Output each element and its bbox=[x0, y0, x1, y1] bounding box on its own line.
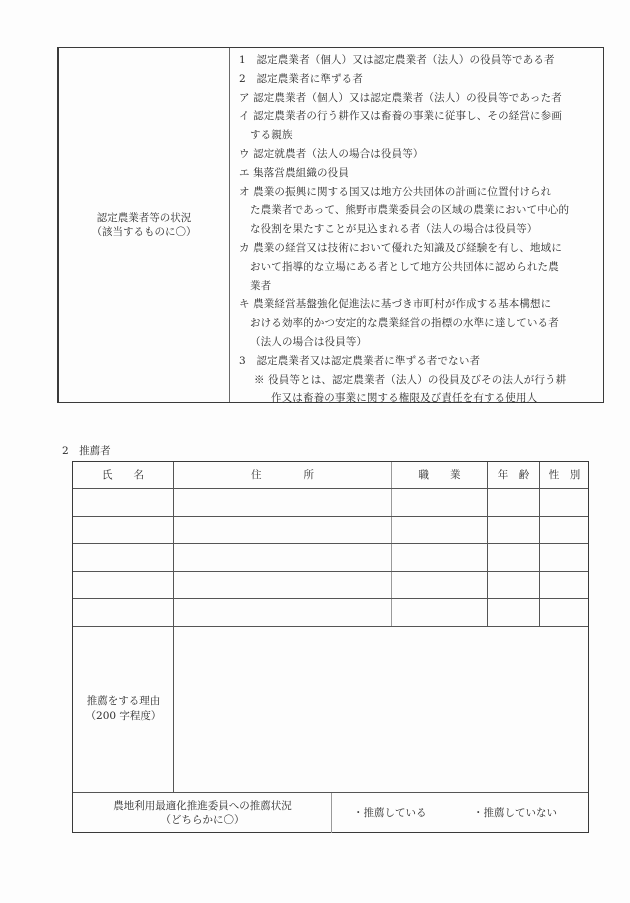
recommender-name-input[interactable] bbox=[74, 489, 173, 515]
reason-label: 推薦をする理由 bbox=[86, 695, 161, 707]
status-option-line: おいて指導的な立場にある者として地方公共団体に認められた農 bbox=[250, 260, 559, 273]
status-option-line: 2 認定農業者に準ずる者 bbox=[239, 72, 363, 85]
recommender-name-input[interactable] bbox=[74, 572, 173, 598]
column-header-name: 氏 名 bbox=[102, 469, 144, 481]
farmer-status-instruction: （該当するものに〇） bbox=[91, 226, 197, 238]
recommender-age-input[interactable] bbox=[489, 489, 539, 515]
status-option-line: する親族 bbox=[250, 129, 293, 142]
status-option-line: （法人の場合は役員等） bbox=[250, 335, 368, 348]
status-option-line: おける効率的かつ安定的な農業経営の指標の水準に達している者 bbox=[250, 317, 559, 330]
column-header-age: 年 齢 bbox=[497, 469, 530, 481]
recommender-address-input[interactable] bbox=[175, 544, 391, 570]
status-option-line: イ 認定農業者の行う耕作又は畜養の事業に従事し、その経営に参画 bbox=[239, 110, 562, 123]
status-option-line: 業者 bbox=[250, 279, 272, 292]
recommender-address-input[interactable] bbox=[175, 572, 391, 598]
committee-recommendation-label: 農地利用最適化推進委員への推薦状況 bbox=[113, 800, 292, 812]
recommender-age-input[interactable] bbox=[489, 572, 539, 598]
column-header-gender: 性 別 bbox=[548, 469, 581, 481]
status-option-line: エ 集落営農組織の役員 bbox=[239, 166, 349, 179]
recommender-address-input[interactable] bbox=[175, 517, 391, 543]
status-option-line: な役割を果たすことが見込まれる者（法人の場合は役員等） bbox=[250, 223, 538, 236]
status-option-line: ウ 認定就農者（法人の場合は役員等） bbox=[239, 147, 424, 160]
recommender-gender-input[interactable] bbox=[541, 517, 589, 543]
recommender-gender-input[interactable] bbox=[541, 572, 589, 598]
status-option-line: 3 認定農業者又は認定農業者に準ずる者でない者 bbox=[239, 354, 481, 367]
status-option-line: オ 農業の振興に関する国又は地方公共団体の計画に位置付けられ bbox=[239, 185, 552, 198]
reason-length-hint: （200 字程度） bbox=[85, 710, 162, 722]
farmer-status-label-cell bbox=[59, 48, 230, 402]
status-option-line: カ 農業の経営又は技術において優れた知識及び経験を有し、地域に bbox=[239, 241, 562, 254]
status-option-line: キ 農業経営基盤強化促進法に基づき市町村が作成する基本構想に bbox=[239, 298, 552, 311]
status-option-line: ア 認定農業者（個人）又は認定農業者（法人）の役員等であった者 bbox=[239, 91, 562, 104]
reason-label-cell bbox=[73, 626, 174, 792]
status-option-line: ※ 役員等とは、認定農業者（法人）の役員及びその法人が行う耕 bbox=[254, 373, 567, 386]
recommender-age-input[interactable] bbox=[489, 517, 539, 543]
recommender-name-input[interactable] bbox=[74, 544, 173, 570]
farmer-status-options bbox=[230, 48, 603, 405]
recommender-occupation-input[interactable] bbox=[393, 572, 487, 598]
recommender-gender-input[interactable] bbox=[541, 489, 589, 515]
recommender-name-input[interactable] bbox=[74, 517, 173, 543]
status-option-line: 1 認定農業者（個人）又は認定農業者（法人）の役員等である者 bbox=[239, 54, 555, 66]
recommender-occupation-input[interactable] bbox=[393, 517, 487, 543]
committee-recommendation-instruction: （どちらかに〇） bbox=[160, 814, 245, 826]
recommender-gender-input[interactable] bbox=[541, 544, 589, 570]
committee-recommendation-label-cell bbox=[73, 793, 332, 833]
recommender-gender-input[interactable] bbox=[541, 599, 589, 625]
recommender-occupation-input[interactable] bbox=[393, 544, 487, 570]
choice-not-recommended[interactable]: ・推薦していない bbox=[473, 807, 557, 819]
recommender-age-input[interactable] bbox=[489, 599, 539, 625]
column-header-address: 住 所 bbox=[251, 469, 314, 481]
recommender-occupation-input[interactable] bbox=[393, 599, 487, 625]
section-heading-recommender: 2 推薦者 bbox=[62, 445, 111, 457]
farmer-status-label: 認定農業者等の状況 bbox=[96, 212, 192, 224]
reason-textarea[interactable] bbox=[175, 627, 588, 791]
status-option-line: 作又は畜養の事業に関する権限及び責任を有する使用人 bbox=[271, 392, 538, 405]
recommender-address-input[interactable] bbox=[175, 599, 391, 625]
recommender-table bbox=[72, 461, 589, 833]
recommender-name-input[interactable] bbox=[74, 599, 173, 625]
recommender-age-input[interactable] bbox=[489, 544, 539, 570]
recommender-occupation-input[interactable] bbox=[393, 489, 487, 515]
recommender-address-input[interactable] bbox=[175, 489, 391, 515]
farmer-status-table bbox=[57, 47, 604, 403]
choice-recommended[interactable]: ・推薦している bbox=[353, 807, 427, 819]
status-option-line: た農業者であって、熊野市農業委員会の区域の農業において中心的 bbox=[250, 204, 570, 217]
column-header-occupation: 職 業 bbox=[418, 469, 461, 481]
